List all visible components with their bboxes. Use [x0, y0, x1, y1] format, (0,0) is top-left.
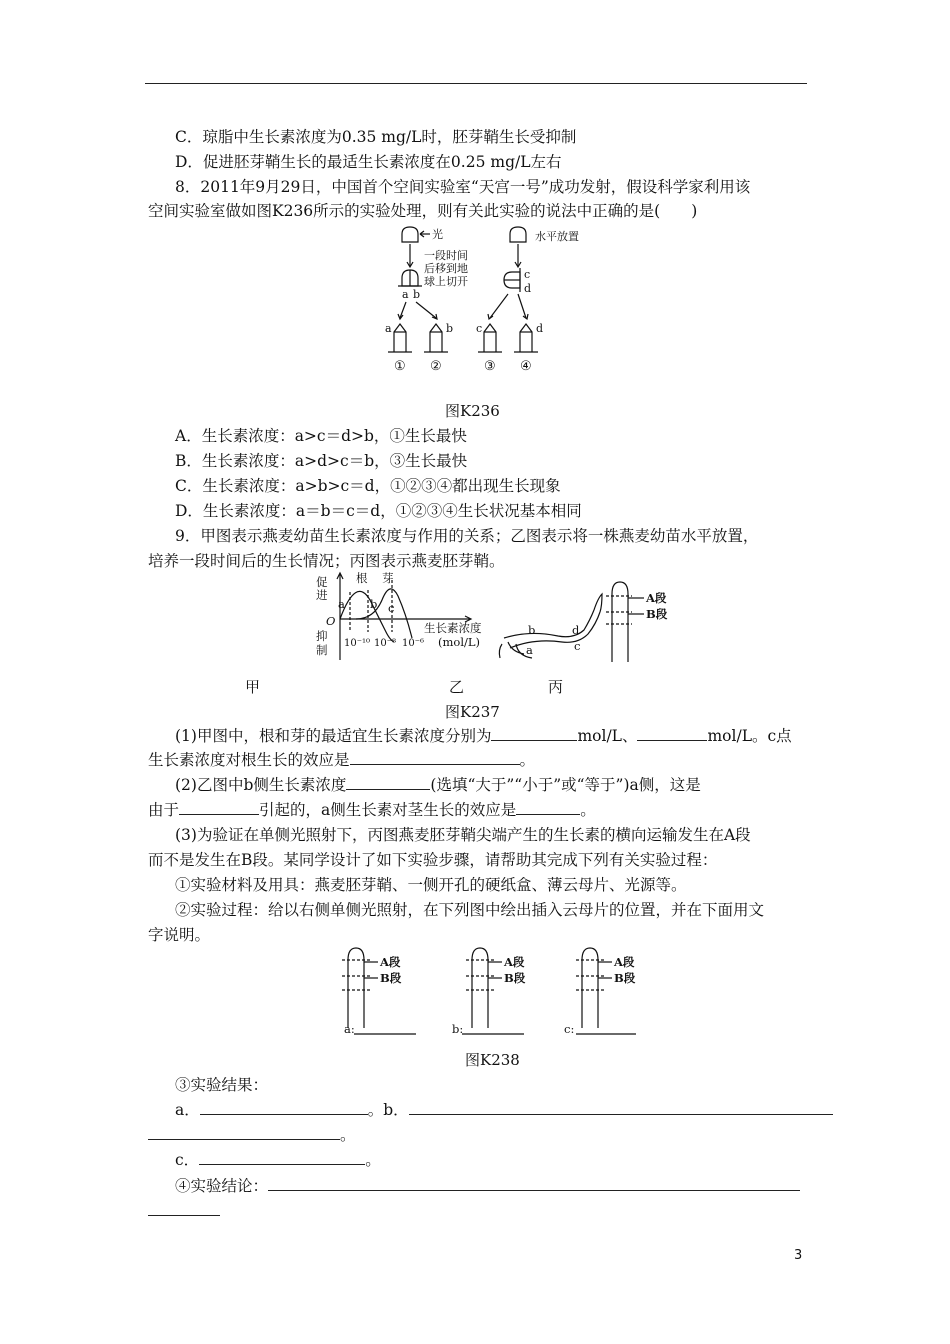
- fig-k237-promote-2: 进: [316, 588, 328, 602]
- fig-k236-move-line1: 一段时间: [424, 249, 468, 262]
- coleoptile-a[interactable]: [342, 948, 378, 1028]
- fig-k237-yi-d: d: [572, 623, 580, 637]
- fig-k236-num3: ③: [484, 359, 496, 374]
- answer-blank-root-optimum[interactable]: [491, 726, 577, 741]
- answer-blank-c-effect[interactable]: [350, 750, 520, 765]
- q8-stem-line1: 8．2011年9月29日，中国首个空间实验室“天宫一号”成功发射，假设科学家利用该: [175, 178, 751, 196]
- fig-k236-c-seed: c: [476, 322, 483, 335]
- fig-k238-c-seg-b: B段: [614, 971, 636, 985]
- fig-k237-yi-b: b: [528, 623, 536, 637]
- q8-option-c: C．生长素浓度：a>b>c＝d，①②③④都出现生长现象: [175, 477, 561, 495]
- fig-k237-origin: O: [326, 614, 336, 628]
- fig-k237-tick3: 10⁻⁶: [402, 638, 425, 649]
- fig-k238-c-seg-a: A段: [614, 955, 635, 969]
- q9-step2-line2: 字说明。: [148, 926, 211, 944]
- fig-k236-c-top: c: [524, 268, 531, 281]
- fig-k236-num4: ④: [520, 359, 532, 374]
- q9-conclusion-line1: ④实验结论：: [175, 1176, 840, 1196]
- figure-k237: [312, 570, 682, 666]
- answer-blank-a-effect[interactable]: [516, 800, 580, 815]
- fig-k237-label-bing: 丙: [548, 678, 564, 696]
- q9-conclusion-line2: [148, 1201, 813, 1221]
- fig-k237-c: c: [388, 601, 395, 615]
- q8-option-a: A．生长素浓度：a>c＝d>b，①生长最快: [175, 427, 467, 445]
- q9-part2-line1: (2)乙图中b侧生长素浓度 (选填“大于”“小于”或“等于”)a侧，这是: [175, 776, 701, 794]
- fig-k238-b-seg-b: B段: [504, 971, 526, 985]
- fig-k237-xlabel: 生长素浓度: [424, 621, 482, 635]
- answer-blank-result-b[interactable]: [409, 1100, 833, 1115]
- q9-part3-line2: 而不是发生在B段。某同学设计了如下实验步骤，请帮助其完成下列有关实验过程：: [148, 851, 718, 869]
- q9-part1-line1: (1)甲图中，根和芽的最适宜生长素浓度分别为 mol/L、 mol/L。c点: [175, 727, 792, 745]
- answer-blank-bud-optimum[interactable]: [637, 726, 707, 741]
- fig-k236-num2: ②: [430, 359, 442, 374]
- fig-k237-tick1: 10⁻¹⁰: [344, 638, 371, 649]
- fig-k237-bud-label: 芽: [382, 571, 394, 585]
- q9-step3: ③实验结果：: [175, 1076, 269, 1094]
- fig-k237-a: a: [338, 597, 345, 611]
- q9-result-line2: 。: [148, 1125, 813, 1145]
- fig-k238-b-seg-a: A段: [504, 955, 525, 969]
- fig-k237-yi-a: a: [526, 643, 533, 657]
- fig-k236-light-label: 光: [432, 228, 443, 241]
- q9-step1: ①实验材料及用具：燕麦胚芽鞘、一侧开孔的硬纸盒、薄云母片、光源等。: [175, 876, 687, 894]
- q9-result-line3: c． 。: [175, 1151, 381, 1169]
- answer-blank-result-a[interactable]: [200, 1100, 368, 1115]
- fig-k236-move-line3: 球上切开: [424, 275, 468, 288]
- q9-step2-line1: ②实验过程：给以右侧单侧光照射，在下列图中绘出插入云母片的位置，并在下面用文: [175, 901, 765, 919]
- q9-stem-line2: 培养一段时间后的生长情况；丙图表示燕麦胚芽鞘。: [148, 552, 505, 570]
- fig-k237-yi-c: c: [574, 639, 581, 653]
- fig-k238-caption: 图K238: [465, 1051, 520, 1069]
- answer-blank-result-b-cont[interactable]: [148, 1125, 340, 1140]
- fig-k237-seg-b: B段: [646, 607, 668, 621]
- q9-part2-line2: 由于 引起的，a侧生长素对茎生长的效应是 。: [148, 801, 596, 819]
- fig-k236-d-top: d: [524, 282, 532, 295]
- q9-result-line1: a． 。b．: [175, 1100, 840, 1120]
- fig-k236-num1: ①: [394, 359, 406, 374]
- fig-k238-label-a: a:: [344, 1022, 355, 1036]
- page-number: 3: [794, 1248, 803, 1263]
- fig-k238-a-seg-b: B段: [380, 971, 402, 985]
- fig-k236-a-top: a: [402, 288, 409, 301]
- fig-k237-label-jia: 甲: [245, 678, 261, 696]
- q9-stem-line1: 9．甲图表示燕麦幼苗生长素浓度与作用的关系；乙图表示将一株燕麦幼苗水平放置，: [175, 527, 759, 545]
- fig-k237-promote-1: 促: [316, 575, 328, 589]
- fig-k236-a-seed: a: [385, 322, 392, 335]
- fig-k238-label-b: b:: [452, 1022, 464, 1036]
- answer-blank-conclusion-cont[interactable]: [148, 1201, 220, 1216]
- fig-k236-d-seed: d: [536, 322, 544, 335]
- answer-blank-cause[interactable]: [179, 800, 259, 815]
- answer-blank-b-concentration[interactable]: [346, 775, 430, 790]
- fig-k236-horizontal-label: 水平放置: [535, 230, 579, 243]
- fig-k236-b-top: b: [413, 288, 421, 301]
- fig-k237-label-yi: 乙: [449, 678, 465, 696]
- fig-k236-caption: 图K236: [445, 402, 500, 420]
- q8-option-d: D．生长素浓度：a＝b＝c＝d，①②③④生长状况基本相同: [175, 502, 582, 520]
- fig-k237-inhibit-1: 抑: [316, 629, 328, 643]
- header-rule: [145, 83, 807, 84]
- figure-k236: [380, 222, 610, 382]
- coleoptile-c[interactable]: [576, 948, 612, 1028]
- fig-k237-root-label: 根: [356, 571, 368, 585]
- fig-k237-seg-a: A段: [646, 591, 667, 605]
- answer-blank-result-c[interactable]: [199, 1150, 365, 1165]
- coleoptile-b[interactable]: [466, 948, 502, 1028]
- q7-option-d: D．促进胚芽鞘生长的最适生长素浓度在0.25 mg/L左右: [175, 153, 562, 171]
- fig-k237-b: b: [370, 597, 378, 611]
- fig-k236-move-line2: 后移到地: [424, 262, 468, 275]
- q8-stem-line2: 空间实验室做如图K236所示的实验处理，则有关此实验的说法中正确的是( ): [148, 202, 698, 220]
- answer-blank-conclusion[interactable]: [268, 1176, 800, 1191]
- q7-option-c: C．琼脂中生长素浓度为0.35 mg/L时，胚芽鞘生长受抑制: [175, 128, 577, 146]
- figure-k238: [340, 944, 650, 1040]
- fig-k237-caption: 图K237: [445, 703, 500, 721]
- fig-k238-label-c: c:: [564, 1022, 575, 1036]
- fig-k237-tick2: 10⁻⁸: [374, 638, 397, 649]
- fig-k237-inhibit-2: 制: [316, 643, 328, 657]
- q9-part1-line2: 生长素浓度对根生长的效应是 。: [148, 751, 536, 769]
- fig-k238-a-seg-a: A段: [380, 955, 401, 969]
- q8-option-b: B．生长素浓度：a>d>c＝b，③生长最快: [175, 452, 468, 470]
- q9-part3-line1: (3)为验证在单侧光照射下，丙图燕麦胚芽鞘尖端产生的生长素的横向运输发生在A段: [175, 826, 751, 844]
- fig-k236-b-seed: b: [446, 322, 454, 335]
- fig-k237-unit: (mol/L): [438, 635, 480, 649]
